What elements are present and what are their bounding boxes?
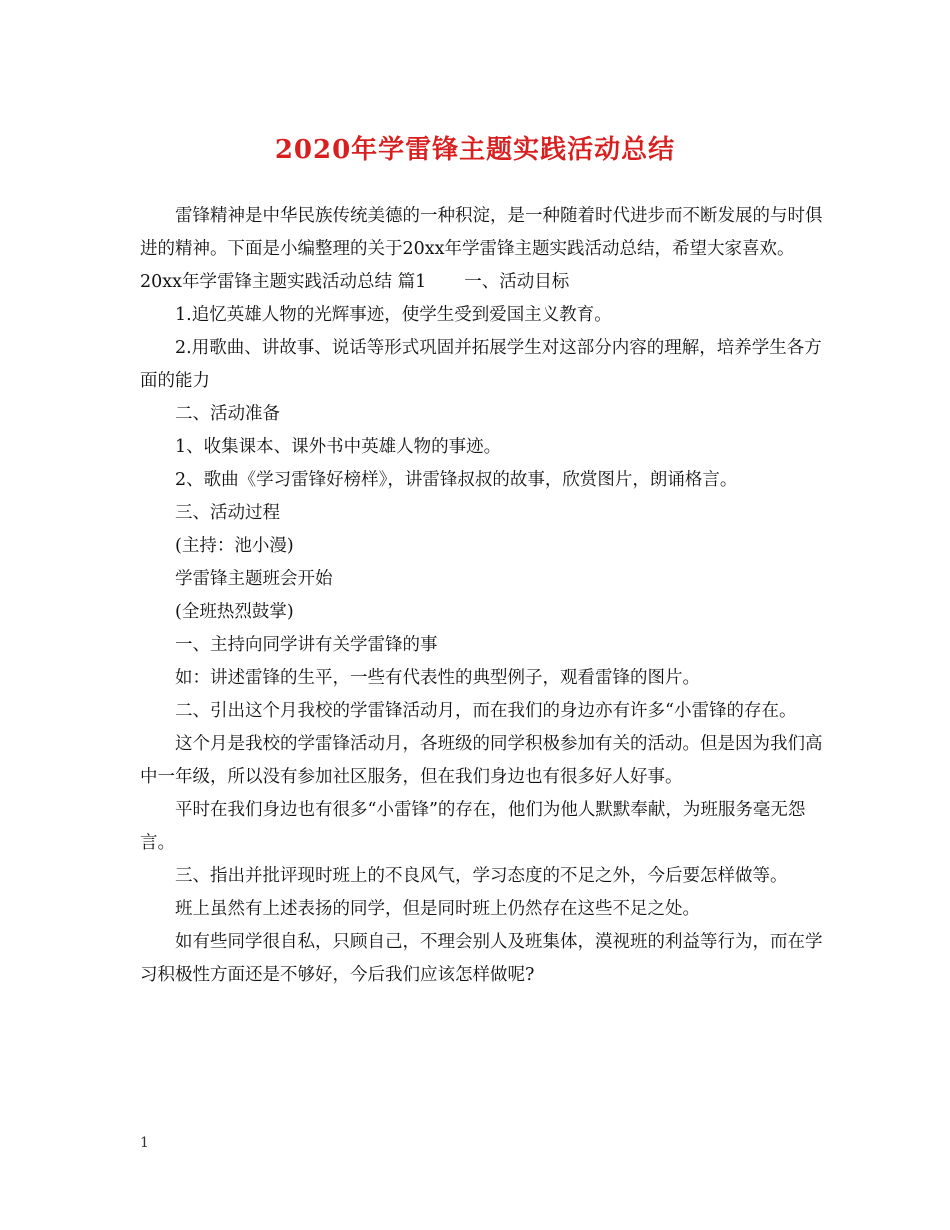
section-heading-line bbox=[140, 266, 830, 299]
paragraph: (主持：池小漫) bbox=[175, 536, 294, 556]
section-subheading: 一、活动目标 bbox=[464, 272, 570, 292]
paragraph: 三、活动过程 bbox=[175, 503, 280, 523]
paragraph: 2.用歌曲、讲故事、说话等形式巩固并拓展学生对这部分内容的理解，培养学生各方面的能力 bbox=[140, 338, 822, 391]
section-heading: 20xx年学雷锋主题实践活动总结 篇1 bbox=[140, 272, 427, 292]
paragraph: 这个月是我校的学雷锋活动月，各班级的同学积极参加有关的活动。但是因为我们高中一年级，所以没有参加社区服务，但在我们身边也有很多好人好事。 bbox=[140, 734, 823, 787]
paragraph: 二、活动准备 bbox=[175, 404, 280, 424]
paragraph: 平时在我们身边也有很多“小雷锋”的存在，他们为他人默默奉献，为班服务毫无怨言。 bbox=[140, 800, 806, 853]
intro-paragraph: 雷锋精神是中华民族传统美德的一种积淀，是一种随着时代进步而不断发展的与时俱进的精神。下面是小编整理的关于20xx年学雷锋主题实践活动总结，希望大家喜欢。 bbox=[140, 206, 823, 259]
paragraph: 1.追忆英雄人物的光辉事迹，使学生受到爱国主义教育。 bbox=[175, 305, 612, 325]
paragraph: (全班热烈鼓掌) bbox=[175, 602, 294, 622]
page-number: 1 bbox=[140, 1135, 149, 1151]
paragraph: 二、引出这个月我校的学雷锋活动月，而在我们的身边亦有许多“小雷锋的存在。 bbox=[175, 701, 797, 721]
paragraph: 1、收集课本、课外书中英雄人物的事迹。 bbox=[175, 437, 502, 457]
paragraph: 如：讲述雷锋的生平，一些有代表性的典型例子，观看雷锋的图片。 bbox=[175, 668, 700, 688]
paragraph: 三、指出并批评现时班上的不良风气，学习态度的不足之外，今后要怎样做等。 bbox=[175, 866, 788, 886]
paragraph: 2、歌曲《学习雷锋好榜样》，讲雷锋叔叔的故事，欣赏图片，朗诵格言。 bbox=[175, 470, 738, 490]
document-body bbox=[140, 200, 830, 992]
paragraph: 一、主持向同学讲有关学雷锋的事 bbox=[175, 635, 438, 655]
paragraph: 班上虽然有上述表扬的同学，但是同时班上仍然存在这些不足之处。 bbox=[175, 899, 700, 919]
paragraph: 如有些同学很自私，只顾自己，不理会别人及班集体，漠视班的利益等行为，而在学习积极性方面还是不够好，今后我们应该怎样做呢? bbox=[140, 932, 823, 985]
document-title: 2020年学雷锋主题实践活动总结 bbox=[274, 135, 676, 165]
paragraph: 学雷锋主题班会开始 bbox=[175, 569, 333, 589]
